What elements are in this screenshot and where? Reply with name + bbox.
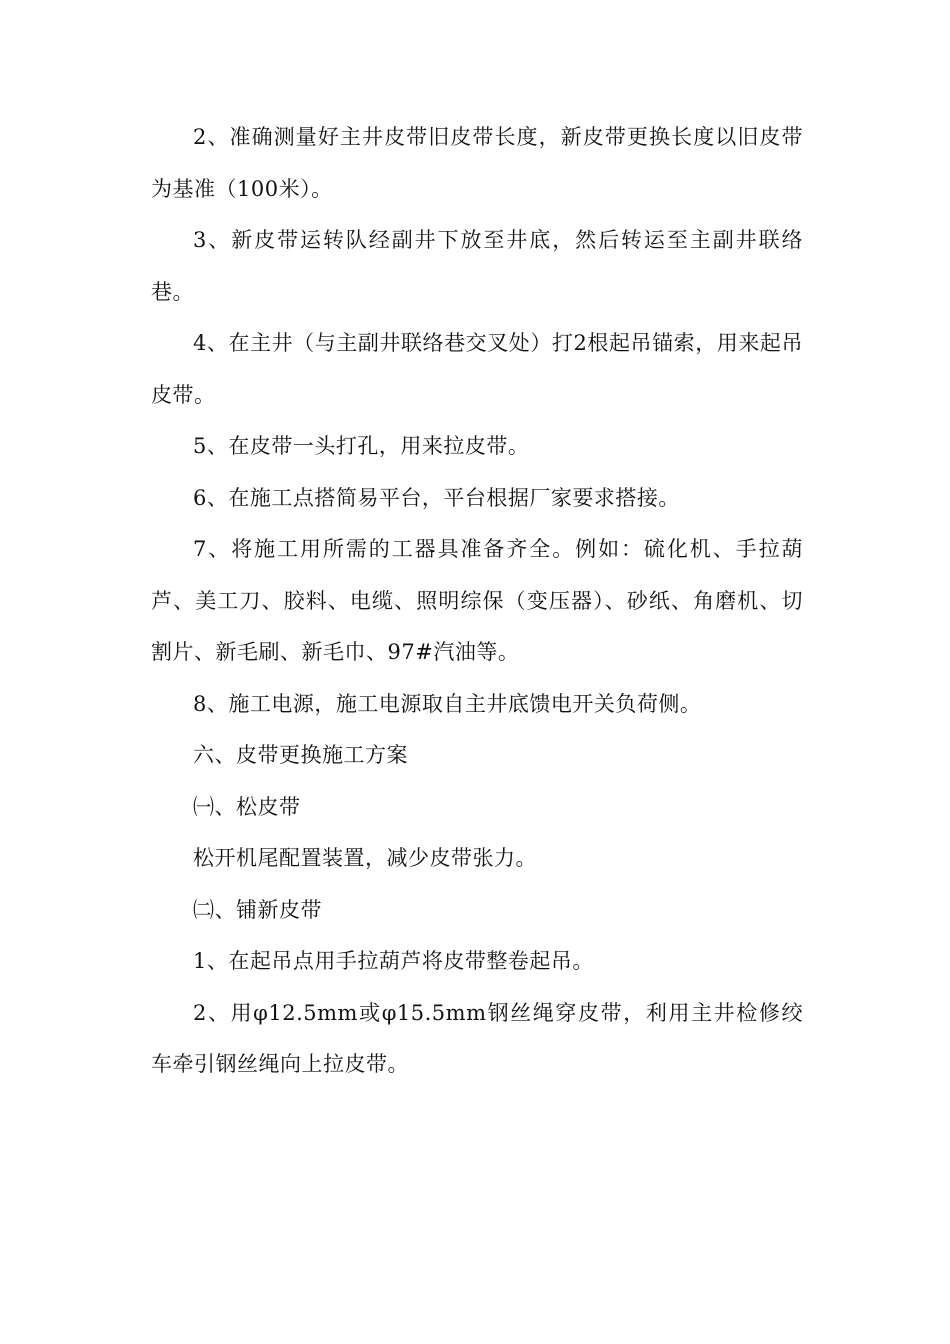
- subsection-heading-loosen: ㈠、松皮带: [193, 794, 301, 819]
- paragraph-step-6-platform: 6、在施工点搭简易平台，平台根据厂家要求搭接。: [193, 485, 680, 510]
- paragraph-step-5-punch: 5、在皮带一头打孔，用来拉皮带。: [193, 434, 530, 458]
- paragraph-step-8-power: 8、施工电源，施工电源取自主井底馈电开关负荷侧。: [193, 691, 702, 716]
- paragraph-step-7-tools: 7、将施工用所需的工器具准备齐全。例如：硫化机、手拉葫芦、美工刀、胶料、电缆、照明综保（变压器）、砂纸、角磨机、切割片、新毛刷、新毛巾、97#汽油等。: [151, 537, 803, 664]
- document-body: [151, 112, 803, 1091]
- paragraph-loosen: 松开机尾配置装置，减少皮带张力。: [193, 846, 537, 870]
- paragraph-lay-step-2: 2、用φ12.5mm或φ15.5mm钢丝绳穿皮带，利用主井检修绞车牵引钢丝绳向上拉皮带。: [151, 1000, 803, 1076]
- paragraph-step-4-anchor: 4、在主井（与主副井联络巷交叉处）打2根起吊锚索，用来起吊皮带。: [151, 331, 803, 407]
- paragraph-step-3-transport: 3、新皮带运转队经副井下放至井底，然后转运至主副井联络巷。: [151, 228, 803, 304]
- paragraph-lay-step-1: 1、在起吊点用手拉葫芦将皮带整卷起吊。: [193, 949, 594, 973]
- section-heading-six: 六、皮带更换施工方案: [193, 743, 408, 767]
- paragraph-step-2-measure: 2、准确测量好主井皮带旧皮带长度，新皮带更换长度以旧皮带为基准（100米）。: [151, 125, 803, 201]
- subsection-heading-lay-new: ㈡、铺新皮带: [193, 897, 322, 922]
